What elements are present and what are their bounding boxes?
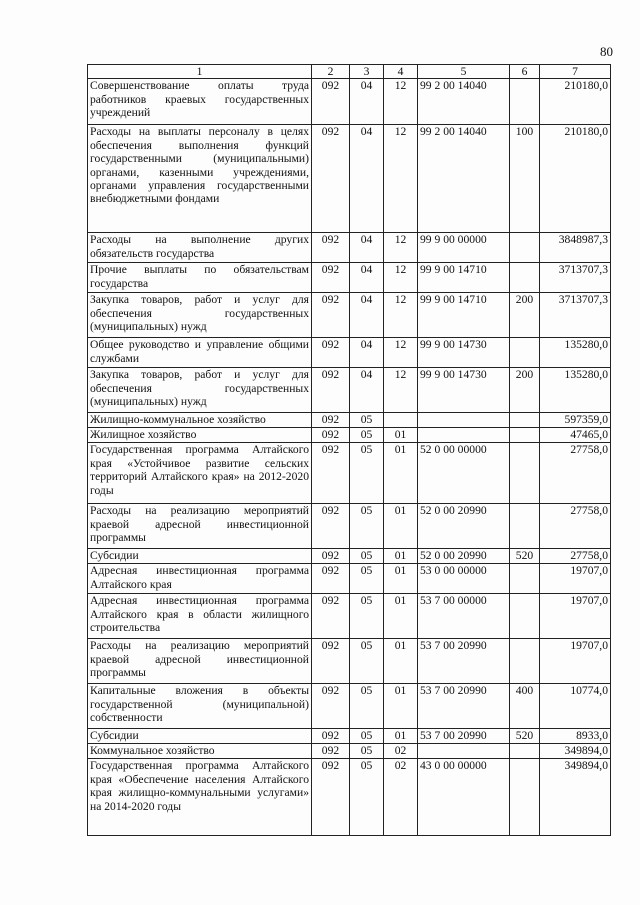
- row-subsection-cell: 01: [384, 684, 418, 729]
- row-name-cell: Закупка товаров, работ и услуг для обеспечения государственных (муниципальных) нужд: [88, 368, 312, 413]
- row-ministry-code-cell: 092: [312, 744, 350, 759]
- row-name-cell: Капитальные вложения в объекты государственной (муниципальной) собственности: [88, 684, 312, 729]
- row-target-article-cell: 53 7 00 00000: [418, 594, 510, 639]
- row-ministry-code-cell: 092: [312, 368, 350, 413]
- header-cell: 4: [384, 65, 418, 79]
- row-expense-type-cell: [510, 413, 540, 428]
- row-target-article-cell: 99 9 00 14710: [418, 293, 510, 338]
- row-expense-type-cell: [510, 263, 540, 293]
- row-section-cell: 05: [350, 549, 384, 564]
- row-target-article-cell: [418, 413, 510, 428]
- row-amount-cell: 47465,0: [540, 428, 611, 443]
- table-row: [88, 594, 611, 639]
- header-cell: 5: [418, 65, 510, 79]
- row-target-article-cell: 99 9 00 00000: [418, 233, 510, 263]
- row-target-article-cell: 53 7 00 20990: [418, 639, 510, 684]
- row-amount-cell: 210180,0: [540, 79, 611, 125]
- row-section-cell: 05: [350, 744, 384, 759]
- row-target-article-cell: 53 7 00 20990: [418, 729, 510, 744]
- row-section-cell: 05: [350, 413, 384, 428]
- row-name-cell: Расходы на реализацию мероприятий краевой адресной инвестиционной программы: [88, 639, 312, 684]
- row-section-cell: 04: [350, 263, 384, 293]
- row-expense-type-cell: 200: [510, 368, 540, 413]
- row-expense-type-cell: [510, 504, 540, 549]
- row-section-cell: 04: [350, 79, 384, 125]
- row-name-cell: Совершенствование оплаты труда работников краевых государственных учреждений: [88, 79, 312, 125]
- row-amount-cell: 135280,0: [540, 368, 611, 413]
- row-name-cell: Субсидии: [88, 549, 312, 564]
- row-section-cell: 04: [350, 293, 384, 338]
- row-ministry-code-cell: 092: [312, 684, 350, 729]
- table-row: [88, 263, 611, 293]
- row-name-cell: Общее руководство и управление общими службами: [88, 338, 312, 368]
- row-subsection-cell: 02: [384, 744, 418, 759]
- table-row: [88, 729, 611, 744]
- row-ministry-code-cell: 092: [312, 79, 350, 125]
- row-target-article-cell: 99 9 00 14730: [418, 368, 510, 413]
- page-number: 80: [600, 44, 613, 59]
- table-row: [88, 79, 611, 125]
- row-target-article-cell: [418, 428, 510, 443]
- table-row: [88, 684, 611, 729]
- row-expense-type-cell: [510, 233, 540, 263]
- row-name-cell: Жилищное хозяйство: [88, 428, 312, 443]
- row-subsection-cell: 02: [384, 759, 418, 836]
- row-target-article-cell: 99 2 00 14040: [418, 79, 510, 125]
- row-target-article-cell: 52 0 00 20990: [418, 549, 510, 564]
- row-expense-type-cell: [510, 759, 540, 836]
- row-subsection-cell: 12: [384, 263, 418, 293]
- row-ministry-code-cell: 092: [312, 428, 350, 443]
- row-amount-cell: 135280,0: [540, 338, 611, 368]
- row-subsection-cell: 12: [384, 293, 418, 338]
- row-section-cell: 05: [350, 729, 384, 744]
- row-amount-cell: 349894,0: [540, 744, 611, 759]
- row-amount-cell: 8933,0: [540, 729, 611, 744]
- row-subsection-cell: 01: [384, 504, 418, 549]
- row-subsection-cell: [384, 413, 418, 428]
- row-expense-type-cell: [510, 744, 540, 759]
- row-subsection-cell: 12: [384, 125, 418, 233]
- header-cell: 3: [350, 65, 384, 79]
- row-ministry-code-cell: 092: [312, 639, 350, 684]
- row-target-article-cell: 52 0 00 20990: [418, 504, 510, 549]
- table-row: [88, 759, 611, 836]
- row-ministry-code-cell: 092: [312, 263, 350, 293]
- row-expense-type-cell: [510, 564, 540, 594]
- row-section-cell: 05: [350, 504, 384, 549]
- row-expense-type-cell: 400: [510, 684, 540, 729]
- row-target-article-cell: 52 0 00 00000: [418, 443, 510, 504]
- header-row: [88, 65, 611, 79]
- row-expense-type-cell: 200: [510, 293, 540, 338]
- row-amount-cell: 19707,0: [540, 594, 611, 639]
- row-amount-cell: 210180,0: [540, 125, 611, 233]
- header-cell: 6: [510, 65, 540, 79]
- row-expense-type-cell: 520: [510, 729, 540, 744]
- row-section-cell: 05: [350, 759, 384, 836]
- header-cell: 2: [312, 65, 350, 79]
- table-row: [88, 744, 611, 759]
- table-row: [88, 233, 611, 263]
- row-section-cell: 05: [350, 564, 384, 594]
- table-row: [88, 443, 611, 504]
- row-ministry-code-cell: 092: [312, 293, 350, 338]
- row-ministry-code-cell: 092: [312, 594, 350, 639]
- row-amount-cell: 27758,0: [540, 549, 611, 564]
- row-amount-cell: 27758,0: [540, 443, 611, 504]
- row-name-cell: Расходы на выполнение других обязательств государства: [88, 233, 312, 263]
- row-section-cell: 05: [350, 639, 384, 684]
- row-name-cell: Коммунальное хозяйство: [88, 744, 312, 759]
- row-name-cell: Расходы на выплаты персоналу в целях обеспечения выполнения функций государственными (муниципальными) органами, казенными учреждениями, органами управления государственными внебюджетными фондами: [88, 125, 312, 233]
- row-subsection-cell: 12: [384, 368, 418, 413]
- row-name-cell: Государственная программа Алтайского края «Устойчивое развитие сельских территорий Алтайского края» на 2012-2020 годы: [88, 443, 312, 504]
- row-amount-cell: 19707,0: [540, 564, 611, 594]
- row-ministry-code-cell: 092: [312, 759, 350, 836]
- table-row: [88, 549, 611, 564]
- row-subsection-cell: 01: [384, 594, 418, 639]
- row-amount-cell: 349894,0: [540, 759, 611, 836]
- row-section-cell: 05: [350, 428, 384, 443]
- row-target-article-cell: 99 2 00 14040: [418, 125, 510, 233]
- table-row: [88, 504, 611, 549]
- row-target-article-cell: 53 7 00 20990: [418, 684, 510, 729]
- row-section-cell: 04: [350, 368, 384, 413]
- row-amount-cell: 3848987,3: [540, 233, 611, 263]
- row-ministry-code-cell: 092: [312, 413, 350, 428]
- row-amount-cell: 597359,0: [540, 413, 611, 428]
- row-target-article-cell: 53 0 00 00000: [418, 564, 510, 594]
- row-subsection-cell: 01: [384, 639, 418, 684]
- row-name-cell: Прочие выплаты по обязательствам государства: [88, 263, 312, 293]
- row-name-cell: Расходы на реализацию мероприятий краевой адресной инвестиционной программы: [88, 504, 312, 549]
- row-expense-type-cell: [510, 443, 540, 504]
- row-target-article-cell: [418, 744, 510, 759]
- row-ministry-code-cell: 092: [312, 564, 350, 594]
- row-amount-cell: 19707,0: [540, 639, 611, 684]
- row-target-article-cell: 99 9 00 14730: [418, 338, 510, 368]
- table-row: [88, 564, 611, 594]
- table-row: [88, 125, 611, 233]
- row-target-article-cell: 99 9 00 14710: [418, 263, 510, 293]
- row-expense-type-cell: [510, 338, 540, 368]
- row-ministry-code-cell: 092: [312, 125, 350, 233]
- row-name-cell: Жилищно-коммунальное хозяйство: [88, 413, 312, 428]
- row-section-cell: 05: [350, 594, 384, 639]
- table-row: [88, 413, 611, 428]
- row-expense-type-cell: [510, 594, 540, 639]
- table-row: [88, 368, 611, 413]
- row-subsection-cell: 12: [384, 79, 418, 125]
- row-ministry-code-cell: 092: [312, 549, 350, 564]
- row-ministry-code-cell: 092: [312, 338, 350, 368]
- row-section-cell: 05: [350, 443, 384, 504]
- row-name-cell: Государственная программа Алтайского края «Обеспечение населения Алтайского края жилищно-коммунальными услугами» на 2014-2020 годы: [88, 759, 312, 836]
- row-section-cell: 04: [350, 125, 384, 233]
- budget-table: [87, 64, 611, 836]
- row-subsection-cell: 01: [384, 729, 418, 744]
- row-ministry-code-cell: 092: [312, 504, 350, 549]
- row-section-cell: 04: [350, 338, 384, 368]
- row-ministry-code-cell: 092: [312, 443, 350, 504]
- header-cell: 1: [88, 65, 312, 79]
- table-row: [88, 639, 611, 684]
- row-name-cell: Адресная инвестиционная программа Алтайского края: [88, 564, 312, 594]
- row-section-cell: 05: [350, 684, 384, 729]
- row-amount-cell: 3713707,3: [540, 263, 611, 293]
- row-amount-cell: 27758,0: [540, 504, 611, 549]
- row-expense-type-cell: 520: [510, 549, 540, 564]
- table-row: [88, 338, 611, 368]
- row-subsection-cell: 12: [384, 233, 418, 263]
- row-expense-type-cell: [510, 428, 540, 443]
- row-subsection-cell: 01: [384, 428, 418, 443]
- table-row: [88, 293, 611, 338]
- row-target-article-cell: 43 0 00 00000: [418, 759, 510, 836]
- row-expense-type-cell: [510, 79, 540, 125]
- row-subsection-cell: 12: [384, 338, 418, 368]
- row-expense-type-cell: [510, 639, 540, 684]
- row-subsection-cell: 01: [384, 549, 418, 564]
- header-cell: 7: [540, 65, 611, 79]
- row-amount-cell: 3713707,3: [540, 293, 611, 338]
- row-name-cell: Адресная инвестиционная программа Алтайского края в области жилищного строительства: [88, 594, 312, 639]
- row-section-cell: 04: [350, 233, 384, 263]
- row-name-cell: Субсидии: [88, 729, 312, 744]
- row-ministry-code-cell: 092: [312, 729, 350, 744]
- row-ministry-code-cell: 092: [312, 233, 350, 263]
- row-expense-type-cell: 100: [510, 125, 540, 233]
- row-subsection-cell: 01: [384, 443, 418, 504]
- row-subsection-cell: 01: [384, 564, 418, 594]
- table-row: [88, 428, 611, 443]
- row-amount-cell: 10774,0: [540, 684, 611, 729]
- row-name-cell: Закупка товаров, работ и услуг для обеспечения государственных (муниципальных) нужд: [88, 293, 312, 338]
